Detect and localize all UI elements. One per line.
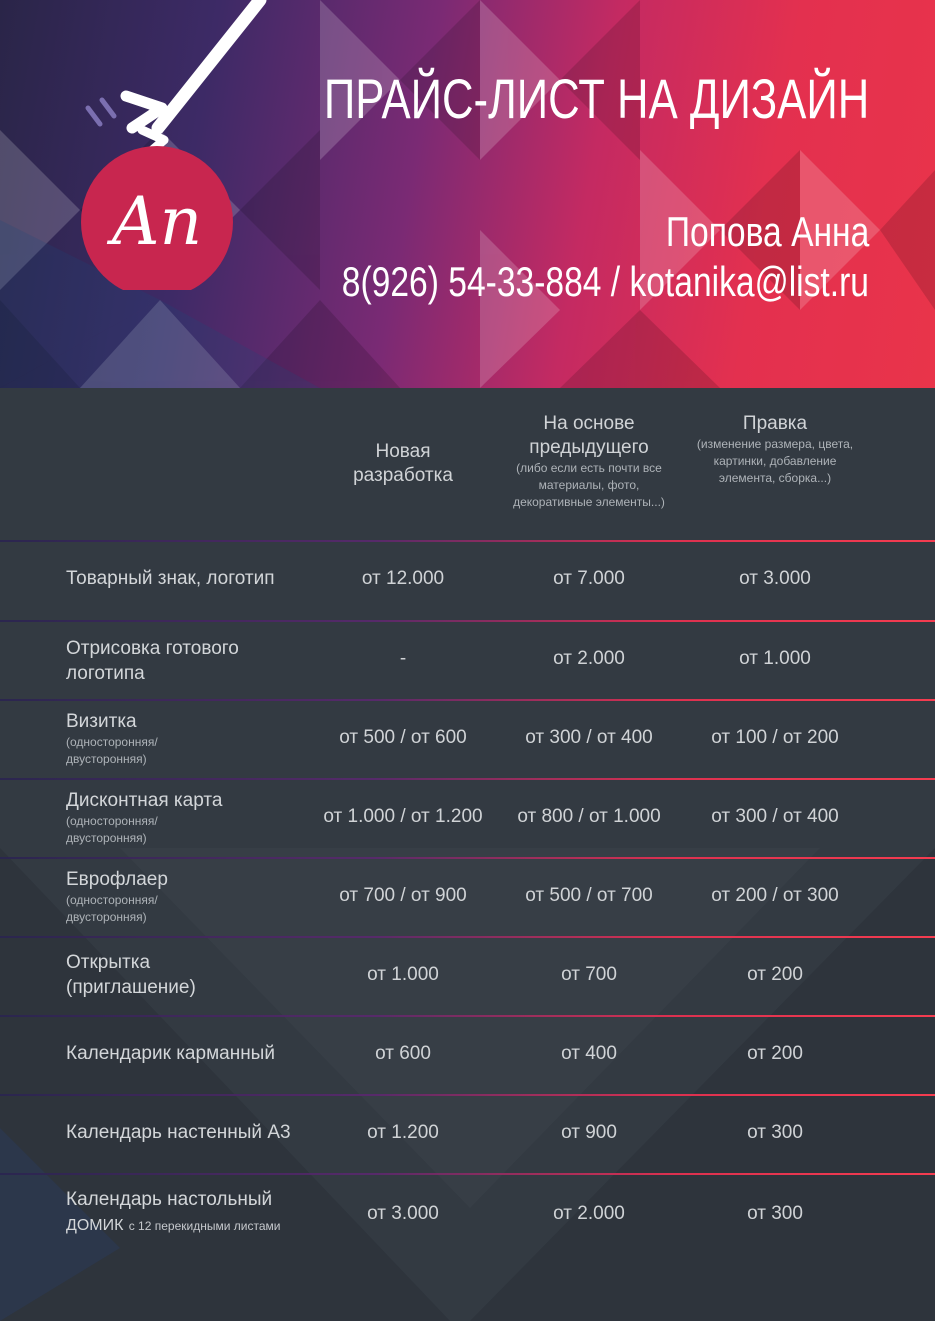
price-cell: от 300 / от 400 (525, 727, 653, 748)
row-label: Визитка (66, 711, 137, 732)
row-label: Календарь настольный (66, 1189, 273, 1210)
price-cell: от 1.200 (367, 1122, 439, 1143)
price-cell: от 500 / от 600 (339, 727, 467, 748)
price-cell: от 300 / от 400 (711, 806, 839, 827)
logo-monogram: An (111, 183, 203, 260)
price-cell: от 3.000 (739, 568, 811, 589)
row-label-group (66, 709, 326, 768)
row-label: Товарный знак, логотип (66, 568, 275, 589)
contact-info: 8(926) 54-33-884 / kotanika@list.ru (341, 258, 869, 305)
key-icon (88, 0, 260, 152)
price-cell: от 300 (747, 1203, 803, 1224)
table-row (0, 1175, 935, 1255)
price-cell: от 3.000 (367, 1203, 439, 1224)
price-cell: от 1.000 (739, 648, 811, 669)
price-cell: от 300 (747, 1122, 803, 1143)
logo (70, 0, 270, 290)
row-note: с 12 перекидными листами (128, 1219, 281, 1233)
price-cell: от 200 (747, 964, 803, 985)
price-cell: от 200 / от 300 (711, 885, 839, 906)
price-cell: от 1.000 (367, 964, 439, 985)
row-label-group (66, 788, 326, 847)
author-name: Попова Анна (665, 208, 869, 255)
column-title: На основе предыдущего (529, 413, 649, 458)
row-note: (односторонняя/ двусторонняя) (66, 893, 158, 924)
table-row (0, 1096, 935, 1174)
row-label: Календарь настенный А3 (66, 1122, 291, 1143)
row-label: Календарик карманный (66, 1043, 275, 1064)
table-row (0, 859, 935, 937)
price-cell: от 200 (747, 1043, 803, 1064)
table-row (0, 780, 935, 858)
column-header-edit (680, 412, 870, 487)
column-note: (либо если есть почти все материалы, фото, декоративные элементы...) (513, 461, 665, 509)
row-label: Еврофлаер (66, 869, 168, 890)
price-cell: от 12.000 (361, 568, 445, 589)
column-header-new (308, 440, 498, 488)
table-row (0, 542, 935, 620)
column-header-based-on-previous (494, 412, 684, 511)
column-title: Новая разработка (353, 441, 453, 486)
price-cell: от 700 (561, 964, 617, 985)
price-table (0, 388, 935, 1321)
price-cell: от 700 / от 900 (339, 885, 467, 906)
price-cell: от 1.000 / от 1.200 (323, 806, 483, 827)
row-label-group (66, 867, 326, 926)
row-note-prefix: ДОМИК (66, 1217, 124, 1234)
table-row (0, 701, 935, 779)
column-title: Правка (742, 413, 808, 434)
price-cell: от 500 / от 700 (525, 885, 653, 906)
column-note: (изменение размера, цвета, картинки, добавление элемента, сборка...) (696, 437, 854, 485)
price-cell: от 800 / от 1.000 (517, 806, 661, 827)
row-note: (односторонняя/ двусторонняя) (66, 735, 158, 766)
row-label: Отрисовка готового логотипа (66, 638, 239, 684)
price-cell: от 400 (561, 1043, 617, 1064)
page-title: ПРАЙС-ЛИСТ НА ДИЗАЙН (323, 67, 869, 130)
price-cell: от 2.000 (553, 648, 625, 669)
header-banner (0, 0, 935, 388)
row-label: Открытка (приглашение) (66, 952, 196, 998)
price-cell: от 7.000 (553, 568, 625, 589)
row-note: (односторонняя/ двусторонняя) (66, 814, 158, 845)
price-cell: от 2.000 (553, 1203, 625, 1224)
row-label: Дисконтная карта (66, 790, 223, 811)
table-row (0, 622, 935, 700)
price-cell: - (399, 648, 407, 669)
table-row (0, 938, 935, 1016)
price-cell: от 900 (561, 1122, 617, 1143)
table-row (0, 1017, 935, 1095)
price-cell: от 600 (375, 1043, 431, 1064)
price-cell: от 100 / от 200 (711, 727, 839, 748)
row-label-group (66, 1187, 326, 1239)
